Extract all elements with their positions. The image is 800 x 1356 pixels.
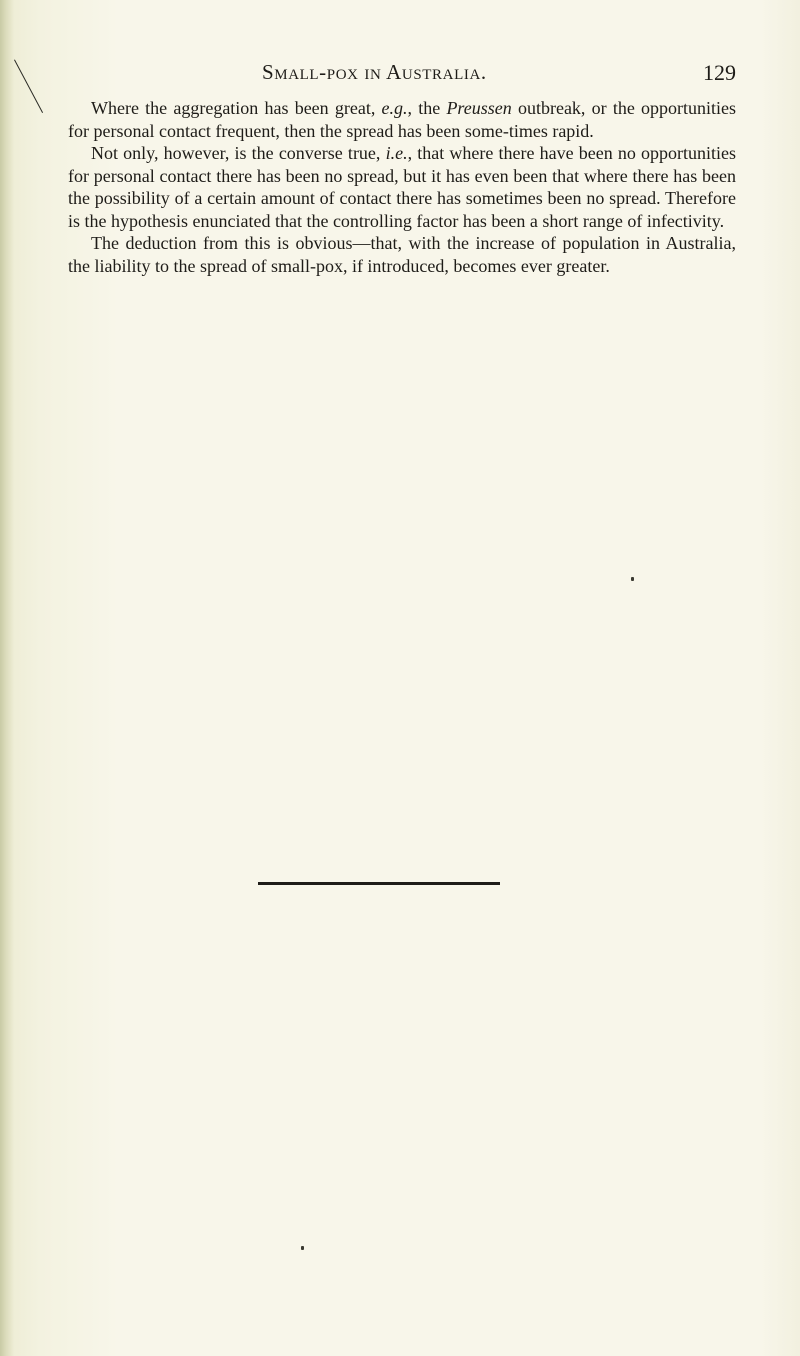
paragraph-1 — [68, 97, 736, 142]
paragraph-3 — [68, 232, 736, 277]
paragraph-1-text-a: Where the aggregation has been great, — [91, 98, 382, 118]
page-number: 129 — [703, 60, 736, 85]
paragraph-3-text: The deduction from this is obvious—that, with the increase of population in Australia, the liability to the spread of small-pox, if introduced, becomes ever greater. — [68, 233, 736, 276]
paragraph-2-abbrev-ie: i.e. — [385, 143, 408, 163]
print-speck — [631, 577, 634, 581]
binding-edge — [0, 0, 14, 1356]
running-head: Small-pox in Australia. — [262, 60, 487, 84]
paragraph-2 — [68, 142, 736, 232]
paragraph-2-text-b: , that where there have been no opportunities for personal contact there has been no spread, but it has even been that where there has been the possibility of a certain amount of contact there has sometimes been no spread. Therefore is the hypothesis enunciated that the controlling factor has been a short range of infectivity. — [68, 143, 737, 231]
paragraph-2-text-a: Not only, however, is the converse true, — [91, 143, 386, 163]
binding-mark — [14, 60, 43, 113]
body-text — [68, 97, 736, 277]
paragraph-1-text-c: outbreak, or the opportunities for personal contact frequent, then the spread has been some-times rapid. — [68, 98, 736, 141]
page-header — [68, 60, 736, 90]
print-speck — [301, 1246, 304, 1250]
paragraph-1-text-b: , the — [407, 98, 447, 118]
paragraph-1-ship-name: Preussen — [446, 98, 512, 118]
end-rule — [258, 882, 500, 885]
paragraph-1-abbrev-eg: e.g. — [381, 98, 408, 118]
